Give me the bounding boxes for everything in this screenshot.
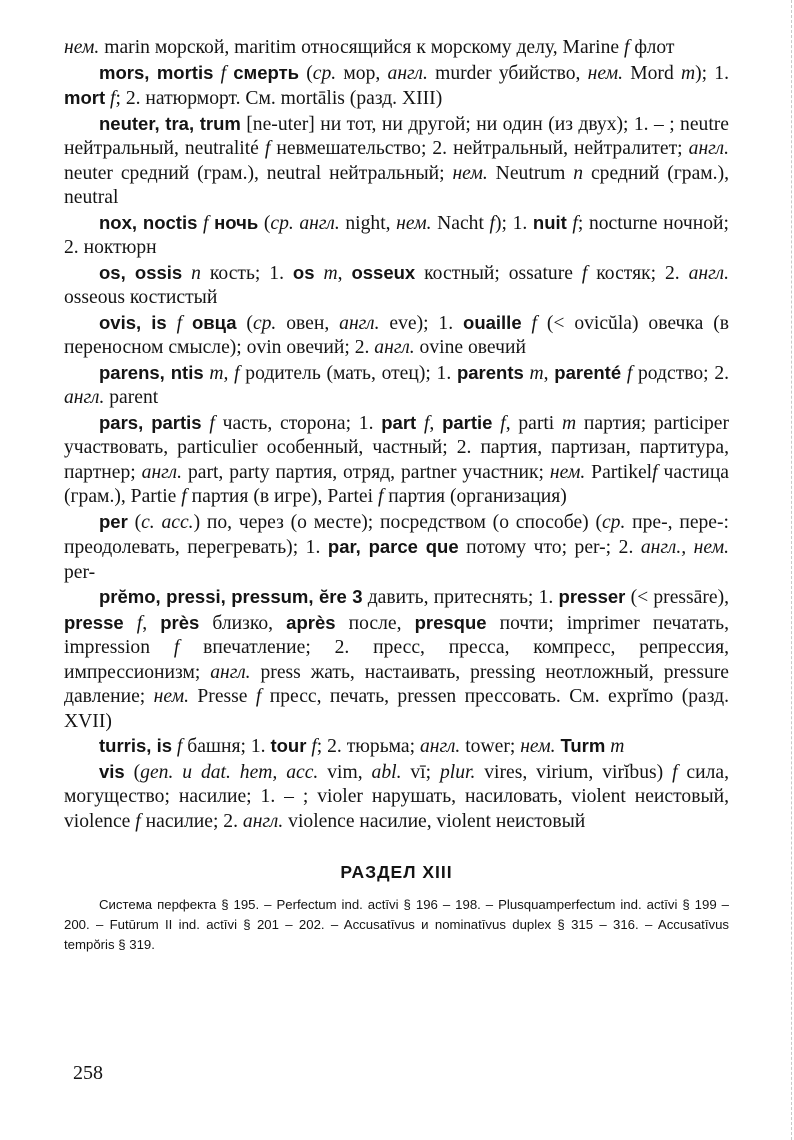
entry-text: сила, могущество; насилие; 1. – ; violer нарушать, насиловать, violent неистовый, violence xyxy=(64,761,729,832)
entry-text: tower; xyxy=(460,736,521,757)
dictionary-entry-vis xyxy=(64,760,729,835)
headword-text: tour xyxy=(270,735,307,756)
entry-text: marin морской, maritim относящийся к морскому делу, Marine xyxy=(99,37,625,58)
entry-text: ) по, через (о месте); посредством (о способе) ( xyxy=(193,511,602,533)
abbreviation-text: f xyxy=(572,212,578,234)
entry-text: vim, xyxy=(318,761,372,783)
headword-text: Turm xyxy=(560,735,606,756)
abbreviation-text: f xyxy=(176,312,183,334)
headword-text: près xyxy=(160,611,200,633)
abbreviation-text: англ., нем. xyxy=(640,537,729,558)
abbreviation-text: f xyxy=(110,88,116,109)
dictionary-entry-os xyxy=(64,261,729,311)
entry-text: партия (в игре), Partei xyxy=(186,486,378,507)
abbreviation-text: англ. xyxy=(374,337,415,358)
entry-text: ovine овечий xyxy=(414,337,526,358)
abbreviation-text: ср. xyxy=(601,511,626,533)
entry-text: пре-, пере-: преодолевать, перегревать); 1. xyxy=(64,511,729,558)
entry-text xyxy=(182,263,191,284)
entry-text: ); 1. xyxy=(494,212,533,234)
entry-text xyxy=(522,313,532,334)
headword-text: nox, noctis xyxy=(99,211,198,233)
headword-text: ouaille xyxy=(463,311,522,333)
abbreviation-text: abl. xyxy=(371,761,402,783)
entry-text: родитель (мать, отец); 1. xyxy=(239,362,457,384)
abbreviation-text: ср. xyxy=(312,62,337,84)
entry-text: , xyxy=(543,362,555,384)
entry-text xyxy=(416,413,424,434)
entry-text: osseous костистый xyxy=(64,287,218,308)
headword-text: presse xyxy=(64,611,124,633)
abbreviation-text: англ. xyxy=(339,312,380,334)
dictionary-entry-turris xyxy=(64,734,729,760)
abbreviation-text: m xyxy=(610,736,625,757)
entry-text: флот xyxy=(629,37,675,58)
dictionary-entry-nox xyxy=(64,211,729,261)
entry-text: Nacht xyxy=(431,212,490,234)
abbreviation-text: f xyxy=(209,412,215,434)
abbreviation-text: m xyxy=(680,62,696,84)
entry-text: часть, сторона; 1. xyxy=(214,412,382,434)
headword-text: per xyxy=(99,510,128,532)
entry-text: костяк; 2. xyxy=(587,262,689,284)
entry-text: Neutrum xyxy=(487,162,574,184)
abbreviation-text: f xyxy=(624,37,630,58)
entry-text: ; nocturne ночной; 2. ноктюрн xyxy=(64,212,729,258)
abbreviation-text: f xyxy=(531,312,537,334)
abbreviation-text: f xyxy=(311,736,317,757)
headword-text: osseux xyxy=(351,261,416,283)
entry-text: ; 2. тюрьма; xyxy=(316,736,420,757)
entry-text: впечатление; 2. пресс, пресса, компресс, репрессия, импрессионизм; xyxy=(64,637,730,683)
entry-text: night, xyxy=(339,212,397,234)
entry-text: eve); 1. xyxy=(379,312,464,334)
headword-text: prĕmo, pressi, pressum, ĕre 3 xyxy=(99,586,363,607)
entry-text: , xyxy=(142,612,161,634)
entry-text: vires, virium, virĭbus) xyxy=(475,761,673,783)
abbreviation-text: англ. xyxy=(242,810,284,832)
abbreviation-text: нем. xyxy=(153,686,189,707)
headword-text: овца xyxy=(191,311,237,333)
entry-text: Presse xyxy=(189,686,256,707)
section-subtitle: Система перфекта § 195. – Perfectum ind. actīvi § 196 – 198. – Plusquamperfectum ind. actīvi § 199 – 200. – Futūrum II ind. actīvi § 201 – 202. – Accusatīvus и nominatīvus duplex § 315 – 316. – Accusatīvus tempŏris § 319. xyxy=(64,897,729,952)
abbreviation-text: англ. xyxy=(688,138,729,159)
abbreviation-text: f xyxy=(500,412,506,434)
entry-text: почти; imprimer печатать, impression xyxy=(64,612,729,658)
entry-text: parent xyxy=(104,387,159,408)
headword-text: partie xyxy=(442,411,493,433)
abbreviation-text: нем. xyxy=(587,62,623,84)
dictionary-entry-continuation xyxy=(64,36,729,61)
headword-text: presque xyxy=(414,611,487,633)
entry-text xyxy=(213,63,220,84)
dictionary-entry-per xyxy=(64,510,729,586)
abbreviation-text: m xyxy=(562,412,577,434)
abbreviation-text: f xyxy=(264,138,271,159)
entry-text: press жать, настаивать, pressing неотложный, pressure давление; xyxy=(64,661,729,707)
entry-text: костный; ossature xyxy=(415,262,582,284)
entry-text: пресс, печать, pressen прессовать. См. exprĭmo (разд. XVII) xyxy=(64,686,729,732)
headword-text: parenté xyxy=(554,361,622,383)
entry-text: партия (организация) xyxy=(383,486,567,507)
entry-text: ( xyxy=(299,62,313,84)
abbreviation-text: m xyxy=(529,362,544,384)
abbreviation-text: f xyxy=(377,486,384,507)
abbreviation-text: n xyxy=(191,262,201,284)
entry-text xyxy=(167,313,177,334)
abbreviation-text: англ. xyxy=(688,262,729,284)
abbreviation-text: f xyxy=(255,686,262,707)
headword-text: turris, is xyxy=(99,735,172,756)
entry-text: ; 2. натюрморт. См. mortālis (разд. XIII) xyxy=(115,88,443,109)
abbreviation-text: нем. xyxy=(452,162,488,184)
entry-text: частица (грам.), Partie xyxy=(64,461,730,507)
abbreviation-text: англ. xyxy=(210,661,251,683)
entry-text xyxy=(124,613,137,634)
headword-text: parents xyxy=(456,361,524,383)
abbreviation-text: f xyxy=(489,212,495,234)
abbreviation-text: англ. xyxy=(419,736,461,757)
entry-text: родство; 2. xyxy=(632,362,730,384)
entry-text xyxy=(182,313,192,334)
abbreviation-text: ср. англ. xyxy=(270,212,340,234)
entry-text: [ne-uter] ни тот, ни другой; ни один (из двух); 1. – ; neutre нейтральный, neutralité xyxy=(64,113,729,159)
dictionary-entry-mors xyxy=(64,61,729,112)
entry-text: per- xyxy=(64,561,96,583)
headword-text: os, ossis xyxy=(99,261,183,283)
headword-text: pars, partis xyxy=(99,411,202,433)
dictionary-entry-neuter xyxy=(64,112,729,211)
entry-text: ( xyxy=(258,212,271,234)
abbreviation-text: m, f xyxy=(209,362,240,384)
headword-text: après xyxy=(286,611,336,633)
entry-text: партия; participer участвовать, particulier особенный, частный; 2. партия, партизан, партитура, партнер; xyxy=(64,412,729,483)
entry-text: violence насилие, violent неистовый xyxy=(283,810,586,832)
headword-text: neuter, tra, trum xyxy=(99,112,241,134)
abbreviation-text: f xyxy=(203,212,209,234)
entry-text: средний (грам.), neutral xyxy=(64,162,729,208)
abbreviation-text: plur. xyxy=(439,761,476,783)
entry-text: Mord xyxy=(623,62,681,84)
dictionary-entry-ovis xyxy=(64,311,729,361)
abbreviation-text: нем. xyxy=(396,212,432,234)
page-edge xyxy=(790,0,792,1140)
abbreviation-text: f xyxy=(626,362,633,384)
entry-text: невмешательство; 2. нейтральный, нейтралитет; xyxy=(270,138,689,159)
headword-text: смерть xyxy=(233,61,300,83)
abbreviation-text: c. acc. xyxy=(141,511,194,533)
page-number: 258 xyxy=(73,1062,103,1084)
abbreviation-text: m xyxy=(323,262,338,284)
entry-text: ( xyxy=(236,312,253,334)
abbreviation-text: f xyxy=(181,486,187,507)
abbreviation-text: нем. xyxy=(64,37,100,58)
entry-text: близко, xyxy=(199,612,287,634)
dictionary-entry-premo xyxy=(64,585,729,734)
abbreviation-text: англ. xyxy=(141,461,183,483)
entry-text: (< ovicŭla) овечка (в переносном смысле); ovin овечий; 2. xyxy=(64,312,729,358)
headword-text: ovis, is xyxy=(99,311,167,333)
entry-text: насилие; 2. xyxy=(140,810,243,832)
abbreviation-text: ср. xyxy=(252,312,277,334)
headword-text: parens, ntis xyxy=(99,361,204,383)
headword-text: par, parce que xyxy=(327,536,459,557)
section-title: РАЗДЕЛ XIII xyxy=(340,862,453,882)
abbreviation-text: f xyxy=(423,412,430,434)
entry-text: (< pressāre), xyxy=(625,587,729,608)
entry-text: neuter средний (грам.), neutral нейтральный; xyxy=(64,162,453,184)
headword-text: presser xyxy=(558,586,626,607)
abbreviation-text: gen. u dat. hem, acc. xyxy=(140,761,319,783)
headword-text: part xyxy=(381,411,417,433)
abbreviation-text: f xyxy=(652,461,658,483)
dictionary-entry-pars xyxy=(64,411,729,510)
entry-text: murder убийство, xyxy=(427,62,588,84)
abbreviation-text: англ. xyxy=(64,387,105,408)
entry-text: кость; 1. xyxy=(200,262,293,284)
entry-text: ( xyxy=(124,761,141,783)
abbreviation-text: нем. xyxy=(549,461,586,483)
entry-text: ( xyxy=(127,511,142,533)
abbreviation-text: f xyxy=(173,637,180,658)
abbreviation-text: n xyxy=(573,162,584,184)
abbreviation-text: f xyxy=(176,736,183,757)
entry-text: башня; 1. xyxy=(182,736,271,757)
abbreviation-text: f xyxy=(672,761,678,783)
headword-text: mors, mortis xyxy=(99,61,214,83)
headword-text: ночь xyxy=(214,211,259,233)
entry-text: , parti xyxy=(505,412,563,434)
abbreviation-text: f xyxy=(220,62,227,84)
entry-text: потому что; per-; 2. xyxy=(458,537,641,558)
dictionary-entry-parens xyxy=(64,361,729,411)
abbreviation-text: f xyxy=(135,810,141,832)
headword-text: vis xyxy=(99,760,125,782)
entry-text: , xyxy=(429,412,443,434)
entry-text: овен, xyxy=(276,312,340,334)
entry-text: давить, притеснять; 1. xyxy=(362,587,559,608)
headword-text: mort xyxy=(64,87,106,108)
entry-text: Partikel xyxy=(585,461,653,483)
abbreviation-text: нем. xyxy=(520,736,556,757)
page-content xyxy=(64,36,729,955)
entry-text: после, xyxy=(335,612,415,634)
entry-text: part, party партия, отряд, partner участник; xyxy=(182,461,550,483)
entry-text: ); 1. xyxy=(695,62,730,84)
headword-text: nuit xyxy=(532,211,567,233)
abbreviation-text: f xyxy=(136,612,143,634)
abbreviation-text: англ. xyxy=(387,62,428,84)
entry-text: мор, xyxy=(336,62,388,84)
headword-text: os xyxy=(292,261,315,283)
entry-text: vī; xyxy=(401,761,440,783)
entry-text: , xyxy=(337,262,352,284)
abbreviation-text: f xyxy=(581,262,588,284)
